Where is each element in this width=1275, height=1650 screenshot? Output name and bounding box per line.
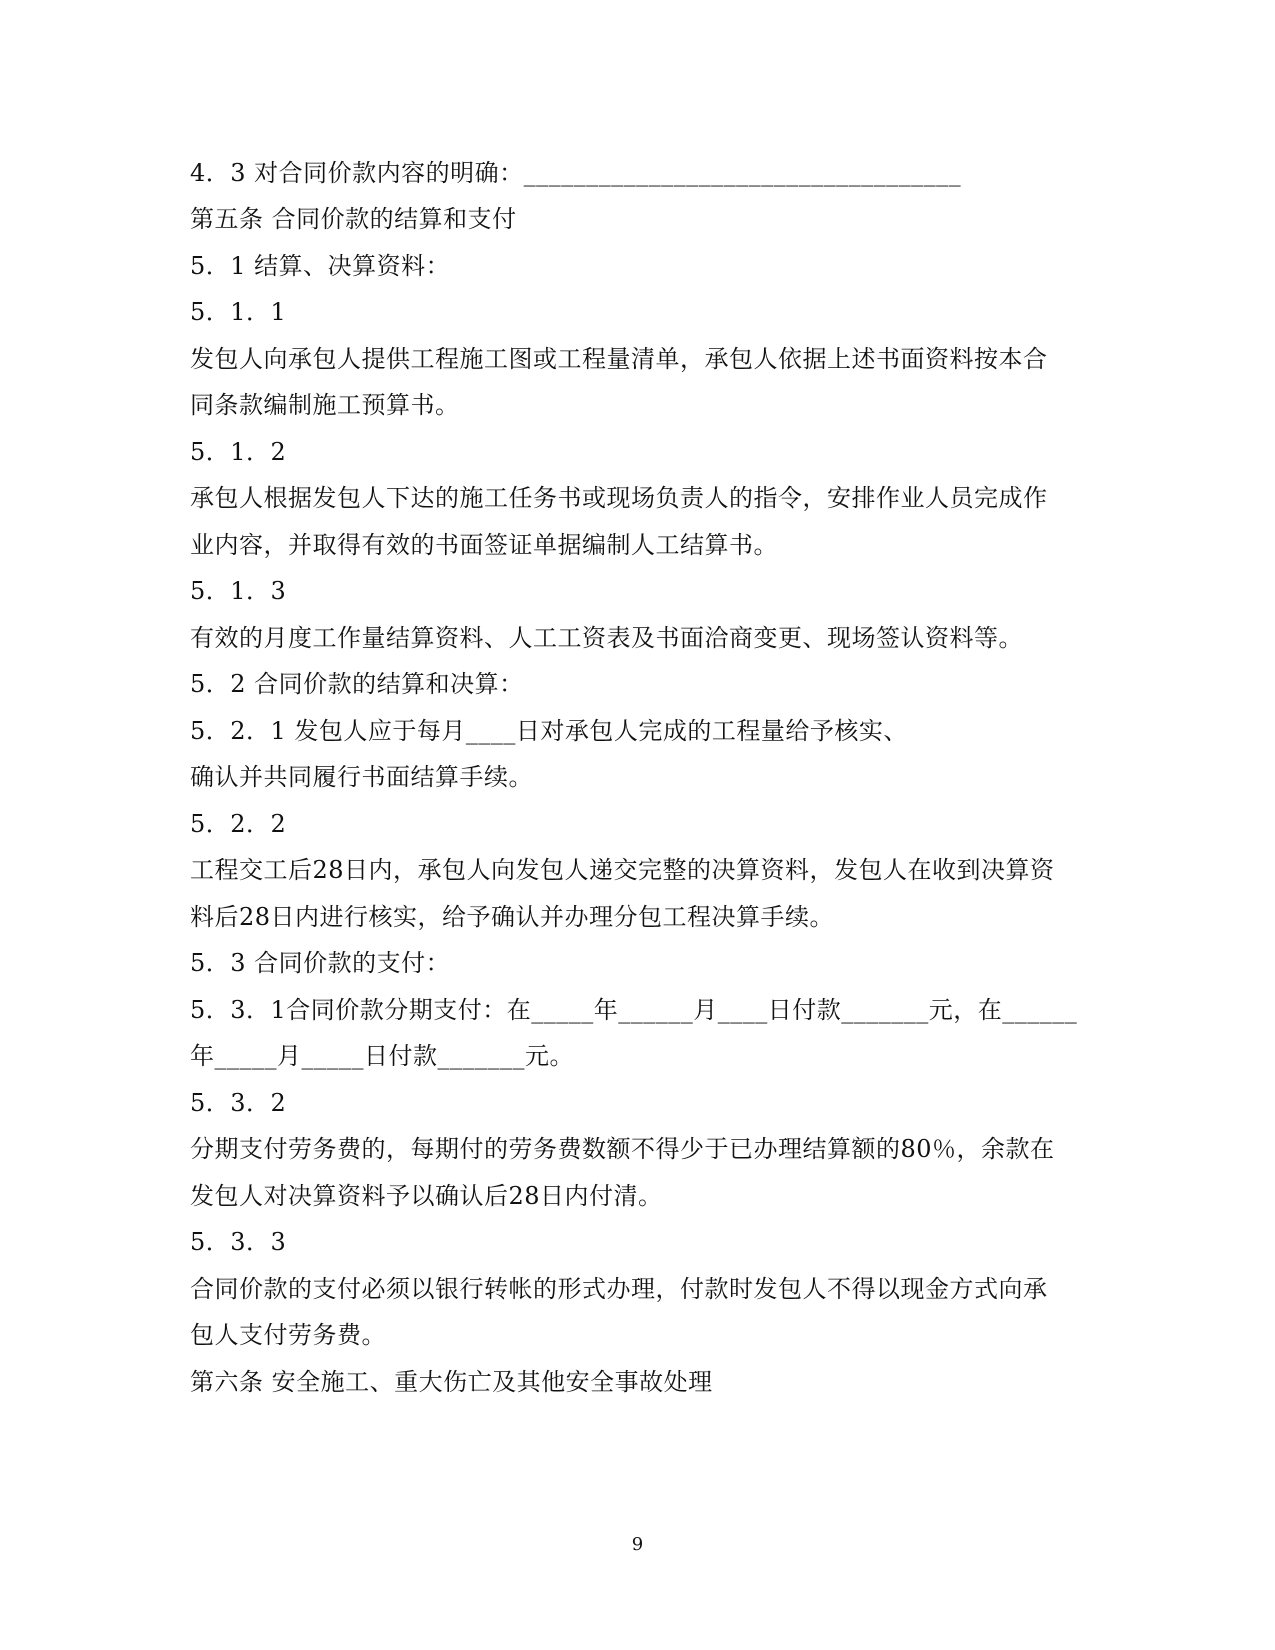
text-line: 工程交工后28日内，承包人向发包人递交完整的决算资料，发包人在收到决算资: [190, 856, 1055, 884]
text-line: 5．3 合同价款的支付：: [190, 949, 451, 977]
clause-number: 5．3．2: [190, 1089, 287, 1117]
clause-number: 5．1．2: [190, 438, 287, 466]
text-line: 年_____月_____日付款_______元。: [190, 1042, 574, 1070]
page-number: 9: [631, 1534, 644, 1555]
text-line: 有效的月度工作量结算资料、人工工资表及书面洽商变更、现场签认资料等。: [190, 624, 1023, 652]
text-line: 发包人向承包人提供工程施工图或工程量清单，承包人依据上述书面资料按本合: [190, 345, 1048, 373]
text-line: 发包人对决算资料予以确认后28日内付清。: [190, 1182, 663, 1210]
text-line: 4．3 对合同价款内容的明确：___________________________________: [190, 159, 962, 187]
text-line: 包人支付劳务费。: [190, 1321, 386, 1349]
text-line: 5．2．1 发包人应于每月____日对承包人完成的工程量给予核实、: [190, 717, 908, 745]
text-line: 料后28日内进行核实，给予确认并办理分包工程决算手续。: [190, 903, 835, 931]
text-line: 合同价款的支付必须以银行转帐的形式办理，付款时发包人不得以现金方式向承: [190, 1275, 1048, 1303]
text-line: 业内容，并取得有效的书面签证单据编制人工结算书。: [190, 531, 778, 559]
clause-number: 5．3．3: [190, 1228, 287, 1256]
text-line: 同条款编制施工预算书。: [190, 391, 460, 419]
clause-number: 5．1．1: [190, 298, 287, 326]
text-line: 分期支付劳务费的，每期付的劳务费数额不得少于已办理结算额的80％，余款在: [190, 1135, 1055, 1163]
text-line: 5．2 合同价款的结算和决算：: [190, 670, 524, 698]
text-line: 承包人根据发包人下达的施工任务书或现场负责人的指令，安排作业人员完成作: [190, 484, 1048, 512]
text-line: 5．3．1合同价款分期支付：在_____年______月____日付款_______元，在______: [190, 996, 1078, 1024]
text-line: 确认并共同履行书面结算手续。: [190, 763, 533, 791]
text-line: 5．1 结算、决算资料：: [190, 252, 451, 280]
section-heading: 第六条 安全施工、重大伤亡及其他安全事故处理: [190, 1368, 713, 1396]
section-heading: 第五条 合同价款的结算和支付: [190, 205, 517, 233]
clause-number: 5．2．2: [190, 810, 287, 838]
clause-number: 5．1．3: [190, 577, 287, 605]
